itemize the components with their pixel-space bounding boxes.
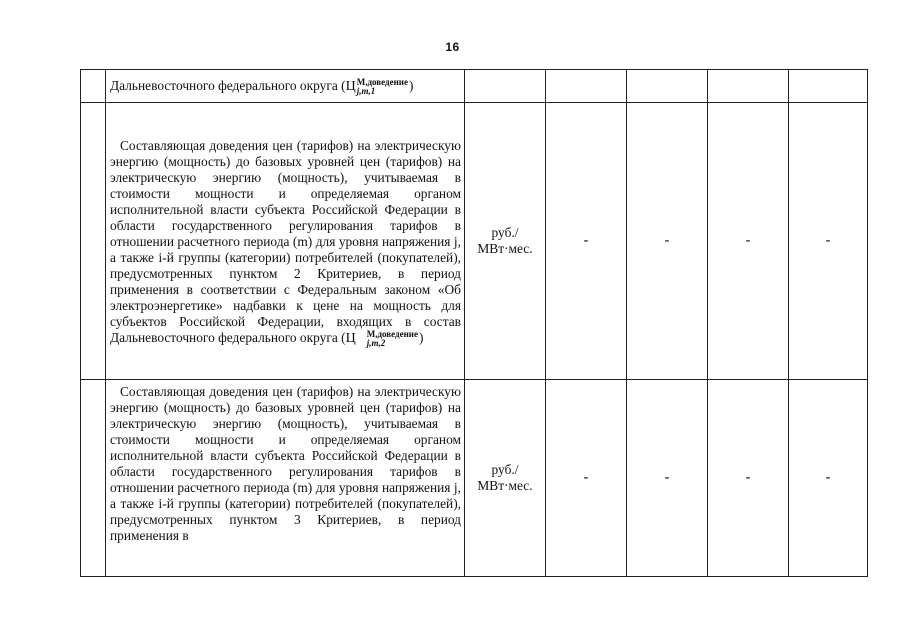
value-cell: - — [627, 380, 708, 577]
symbol-subscript: j,m,1 — [356, 86, 376, 96]
page-number: 16 — [445, 40, 460, 54]
unit-label: руб./ МВт·мес. — [477, 462, 533, 493]
value-cell — [708, 70, 789, 103]
symbol-superscript: М,доведение — [356, 77, 408, 87]
index-cell — [81, 70, 106, 103]
closing-paren: ) — [418, 330, 424, 346]
value-cell: - — [708, 103, 789, 380]
description-cell — [106, 103, 465, 380]
value-cell: - — [546, 380, 627, 577]
index-cell — [81, 380, 106, 577]
tariff-table — [80, 69, 868, 577]
symbol-base: Ц — [345, 79, 356, 95]
index-cell — [81, 103, 106, 380]
value-cell: - — [789, 103, 868, 380]
value-cell — [546, 70, 627, 103]
value-cell: - — [708, 380, 789, 577]
value-cell: - — [789, 380, 868, 577]
closing-paren: ) — [408, 78, 414, 94]
unit-label: руб./ МВт·мес. — [477, 225, 533, 256]
value-cell — [627, 70, 708, 103]
table-row — [81, 103, 868, 380]
price-symbol — [345, 77, 409, 96]
symbol-superscript: М,доведение — [366, 329, 418, 339]
price-symbol — [345, 329, 419, 348]
description-body: Составляющая доведения цен (тарифов) на электрическую энергию (мощность) до базовых уровней цен (тарифов) на электрическую энергию (мощность), учитываемая в стоимости мощности и определяемая органом исполнительной власти субъекта Российской Федерации в области государственного регулирования тарифов в отношении расчетного периода (m) для уровня напряжения j, а также i-й группы (категории) потребителей (покупателей), предусмотренных пунктом 2 Критериев, в период применения в соответствии с Федеральным законом «Об электроэнергетике» надбавки к цене на мощность для субъектов Российской Федерации, входящих в состав Дальневосточного федерального округа ( — [110, 138, 461, 346]
value-cell: - — [546, 103, 627, 380]
symbol-base: Ц — [345, 331, 356, 347]
unit-cell — [465, 103, 546, 380]
unit-cell — [465, 70, 546, 103]
value-cell — [789, 70, 868, 103]
description-cell — [106, 380, 465, 577]
description-text — [106, 134, 464, 348]
description-text — [106, 74, 464, 98]
description-body: Составляющая доведения цен (тарифов) на электрическую энергию (мощность) до базовых уровней цен (тарифов) на электрическую энергию (мощность), учитываемая в стоимости мощности и определяемая органом исполнительной власти субъекта Российской Федерации в области государственного регулирования тарифов в отношении расчетного периода (m) для уровня напряжения j, а также i-й группы (категории) потребителей (покупателей), предусмотренных пунктом 3 Критериев, в период применения в — [110, 384, 461, 543]
description-text — [106, 380, 464, 544]
table-row — [81, 70, 868, 103]
description-fragment: Дальневосточного федерального округа ( — [110, 78, 346, 94]
symbol-subscript: j,m,2 — [366, 338, 386, 348]
table-row — [81, 380, 868, 577]
unit-cell — [465, 380, 546, 577]
description-cell — [106, 70, 465, 103]
value-cell: - — [627, 103, 708, 380]
